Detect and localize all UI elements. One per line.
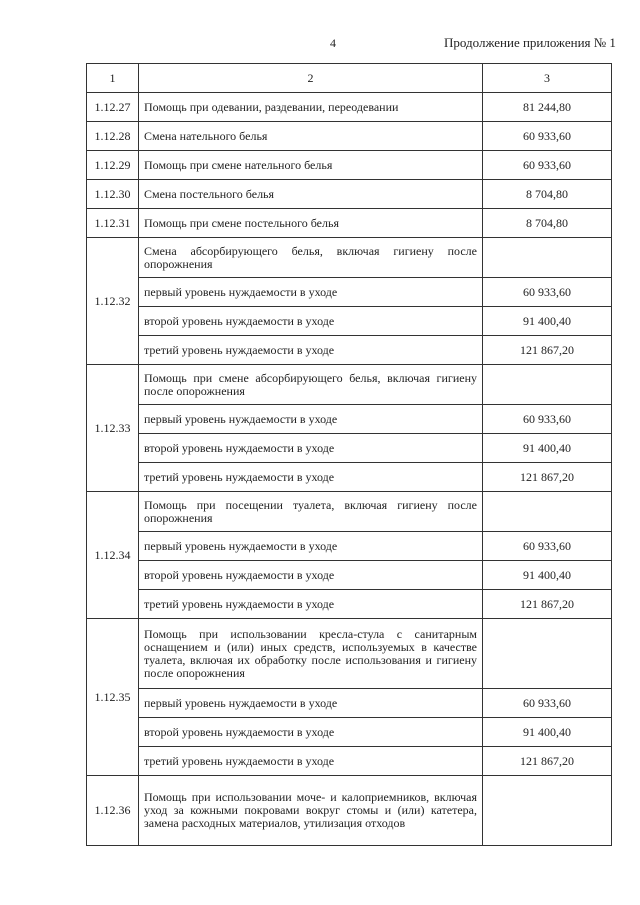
service-price: 60 933,60 bbox=[483, 405, 612, 434]
care-level-label: первый уровень нуждаемости в уходе bbox=[139, 689, 483, 718]
table-row bbox=[87, 180, 612, 209]
service-price: 60 933,60 bbox=[483, 532, 612, 561]
service-price: 81 244,80 bbox=[483, 93, 612, 122]
service-name: Помощь при использовании мочe- и калоприемников, включая уход за кожными покровами вокруг стомы и (или) катетера, замена расходных материалов, утилизация отходов bbox=[139, 776, 483, 846]
empty-price-cell bbox=[483, 492, 612, 532]
service-price: 121 867,20 bbox=[483, 747, 612, 776]
table-row bbox=[87, 590, 612, 619]
table-row bbox=[87, 532, 612, 561]
table-row bbox=[87, 336, 612, 365]
care-level-label: первый уровень нуждаемости в уходе bbox=[139, 278, 483, 307]
care-level-label: третий уровень нуждаемости в уходе bbox=[139, 590, 483, 619]
service-code: 1.12.27 bbox=[87, 93, 139, 122]
service-price: 91 400,40 bbox=[483, 561, 612, 590]
service-price: 60 933,60 bbox=[483, 151, 612, 180]
table-row bbox=[87, 776, 612, 846]
table-row bbox=[87, 209, 612, 238]
service-price: 91 400,40 bbox=[483, 718, 612, 747]
service-price: 8 704,80 bbox=[483, 180, 612, 209]
care-level-label: второй уровень нуждаемости в уходе bbox=[139, 718, 483, 747]
care-level-label: второй уровень нуждаемости в уходе bbox=[139, 307, 483, 336]
service-code: 1.12.32 bbox=[87, 238, 139, 365]
service-code: 1.12.34 bbox=[87, 492, 139, 619]
service-price: 91 400,40 bbox=[483, 434, 612, 463]
service-price: 91 400,40 bbox=[483, 307, 612, 336]
table-row bbox=[87, 463, 612, 492]
care-level-label: первый уровень нуждаемости в уходе bbox=[139, 532, 483, 561]
empty-price-cell bbox=[483, 776, 612, 846]
column-header-3: 3 bbox=[483, 64, 612, 93]
service-code: 1.12.28 bbox=[87, 122, 139, 151]
care-level-label: первый уровень нуждаемости в уходе bbox=[139, 405, 483, 434]
service-price: 121 867,20 bbox=[483, 590, 612, 619]
empty-price-cell bbox=[483, 619, 612, 689]
care-level-label: второй уровень нуждаемости в уходе bbox=[139, 434, 483, 463]
table-row bbox=[87, 689, 612, 718]
empty-price-cell bbox=[483, 365, 612, 405]
table-row bbox=[87, 492, 612, 532]
table-row bbox=[87, 307, 612, 336]
service-price: 121 867,20 bbox=[483, 336, 612, 365]
service-name: Помощь при использовании кресла-стула с санитарным оснащением и (или) иных средств, используемых в качестве туалета, включая их обработку после использования и гигиену после опорожнения bbox=[139, 619, 483, 689]
table-row bbox=[87, 151, 612, 180]
table-row bbox=[87, 434, 612, 463]
care-level-label: второй уровень нуждаемости в уходе bbox=[139, 561, 483, 590]
service-name: Смена абсорбирующего белья, включая гигиену после опорожнения bbox=[139, 238, 483, 278]
service-price: 60 933,60 bbox=[483, 122, 612, 151]
service-name: Помощь при одевании, раздевании, переодевании bbox=[139, 93, 483, 122]
service-code: 1.12.35 bbox=[87, 619, 139, 776]
service-code: 1.12.36 bbox=[87, 776, 139, 846]
table-row bbox=[87, 561, 612, 590]
table-row bbox=[87, 122, 612, 151]
column-header-1: 1 bbox=[87, 64, 139, 93]
column-header-2: 2 bbox=[139, 64, 483, 93]
table-row bbox=[87, 238, 612, 278]
price-table bbox=[86, 63, 612, 846]
table-row bbox=[87, 619, 612, 689]
table-header-row bbox=[87, 64, 612, 93]
care-level-label: третий уровень нуждаемости в уходе bbox=[139, 747, 483, 776]
service-name: Помощь при смене абсорбирующего белья, включая гигиену после опорожнения bbox=[139, 365, 483, 405]
service-name: Помощь при посещении туалета, включая гигиену после опорожнения bbox=[139, 492, 483, 532]
empty-price-cell bbox=[483, 238, 612, 278]
service-code: 1.12.31 bbox=[87, 209, 139, 238]
service-price: 121 867,20 bbox=[483, 463, 612, 492]
care-level-label: третий уровень нуждаемости в уходе bbox=[139, 463, 483, 492]
service-price: 60 933,60 bbox=[483, 278, 612, 307]
service-name: Смена нательного белья bbox=[139, 122, 483, 151]
service-name: Помощь при смене нательного белья bbox=[139, 151, 483, 180]
service-name: Смена постельного белья bbox=[139, 180, 483, 209]
service-price: 60 933,60 bbox=[483, 689, 612, 718]
table-row bbox=[87, 365, 612, 405]
service-code: 1.12.30 bbox=[87, 180, 139, 209]
table-row bbox=[87, 93, 612, 122]
table-row bbox=[87, 747, 612, 776]
service-price: 8 704,80 bbox=[483, 209, 612, 238]
page-number: 4 bbox=[330, 36, 336, 50]
table-row bbox=[87, 278, 612, 307]
table-row bbox=[87, 718, 612, 747]
service-code: 1.12.29 bbox=[87, 151, 139, 180]
service-name: Помощь при смене постельного белья bbox=[139, 209, 483, 238]
service-code: 1.12.33 bbox=[87, 365, 139, 492]
care-level-label: третий уровень нуждаемости в уходе bbox=[139, 336, 483, 365]
appendix-continuation-note: Продолжение приложения № 1 bbox=[444, 35, 616, 50]
table-row bbox=[87, 405, 612, 434]
